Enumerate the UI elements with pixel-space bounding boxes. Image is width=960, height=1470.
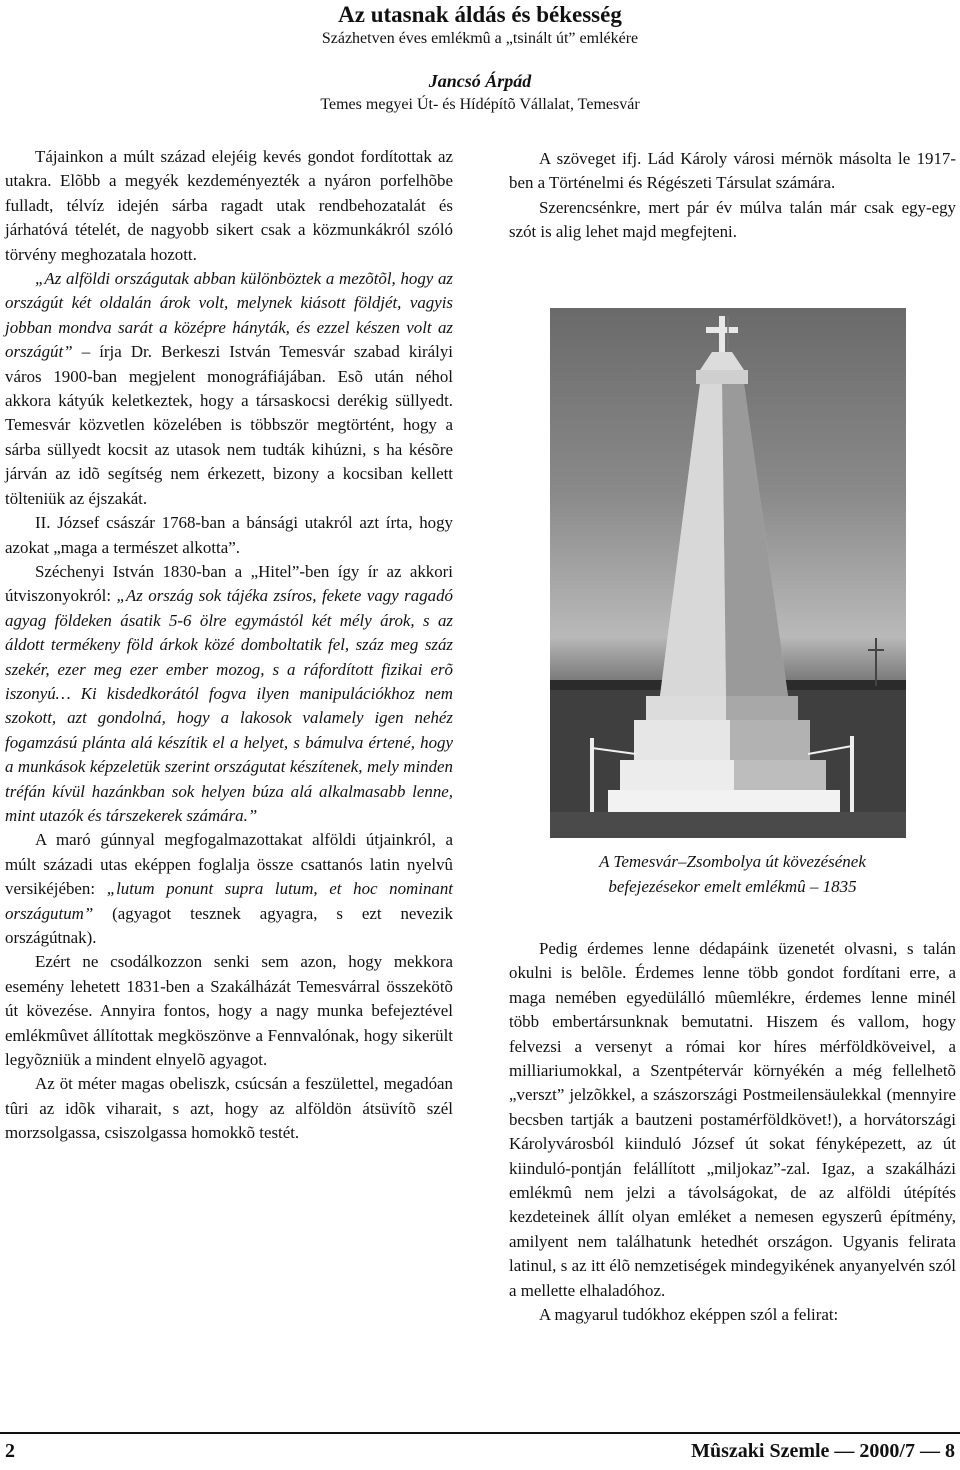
- author-name: Jancsó Árpád: [428, 71, 532, 91]
- article-subtitle: Százhetven éves emlékmû a „tsinált út” emlékére: [321, 30, 639, 47]
- paragraph: II. József császár 1768-ban a bánsági utakról azt írta, hogy azokat „maga a természet alkotta”.: [5, 513, 453, 557]
- paragraph: [5, 828, 453, 950]
- journal-footer: Mûszaki Szemle — 2000/7 — 8: [691, 1440, 955, 1462]
- caption-line: A Temesvár–Zsombolya út kövezésének: [599, 852, 866, 871]
- paragraph: [5, 560, 453, 828]
- figure-caption: [509, 850, 956, 899]
- paragraph: A szöveget ifj. Lád Károly városi mérnök másolta le 1917-ben a Történelmi és Régészeti Társulat számára.: [509, 149, 956, 193]
- quote-text: „lutum ponunt supra lutum, et hoc nominant országutum”: [5, 879, 453, 923]
- right-column-bottom: [509, 937, 956, 1328]
- article-title: Az utasnak áldás és békesség: [338, 2, 622, 27]
- right-column-top: [509, 147, 956, 245]
- paragraph: Pedig érdemes lenne dédapáink üzenetét olvasni, s talán okulni is belõle. Érdemes lenne több gondot fordítani erre, a maga nemében egyedülálló mûemlékre, érdemes lenne minél több embertársunknak bemutatni. Hiszem és vallom, hogy felvezsi a versenyt a római kor híres mérföldköveivel, a milliariumokkal, a Szentpétervár környékén a még fellelhetõ „verszt” jelzõkkel, a szászországi Postmeilensäulekkal (mennyire becsben tartják a bautzeni postamérföldkövet!), a horvátországi Károlyvárosból kiinduló József út sokat fényképezett, az út kiinduló-pontján felállított „miljokaz”-zal. Igaz, a szakálházi emlékmû nem jelzi a távolságokat, de az alföldi útépítés kezdeteinek állít olyan emléket a nemesen egyszerû építmény, amilyent nem találhatunk hetedhét országon. Ugyanis felirata latinul, s az itt élõ nemzetiségek mindegyikének anyanyelvén szól a mellette elhaladóhoz.: [509, 939, 956, 1300]
- paragraph: Az öt méter magas obeliszk, csúcsán a feszülettel, megadóan tûri az idõk viharait, s azt, hogy az alföldön átsüvítõ szél morzsolgassa, csiszolgassa homokkõ testét.: [5, 1074, 453, 1143]
- paragraph-text: (agyagot tesznek agyagra, s ezt nevezik országútnak).: [5, 903, 453, 947]
- caption-line: befejezésekor emelt emlékmû – 1835: [608, 876, 857, 896]
- obelisk-illustration: [550, 308, 906, 838]
- paragraph: Tájainkon a múlt század elejéig kevés gondot fordítottak az utakra. Elõbb a megyék kezdeményezték a nyáron porfelhõbe fulladt, télvíz idején sárba ragadt utak rendbehozatalát és járhatóvá tételét, de nagyobb sikert csak a közmunkákról szóló törvény meghozatala hozott.: [5, 147, 453, 264]
- page-number: 2: [5, 1440, 15, 1462]
- quote-text: „Az ország sok tájéka zsíros, fekete vagy ragadó agyag földeken ásatik 5-6 ölre egymástól két mély árok, s az áldott termékeny föld árkok közé domboltatik fel, száz meg száz szekér, ezer meg ezer ember mozog, s a ráfordított fizikai erõ iszonyú… Ki kisdedkorától fogva ilyen manipulációkhoz nem szokott, azt gondolná, hogy a lakosok valamely igen nehéz fogamzású plánta alá készítik el a helyet, s bámulva értené, hogy a munkások képzeletük szerint országutat készítenek, mely minden tréfán kívül hazánkban sok helyen búza alá alkalmasabb lenne, mint utazók és társzekerek számára.”: [5, 586, 453, 825]
- left-column: [5, 145, 453, 1146]
- paragraph: Ezért ne csodálkozzon senki sem azon, hogy mekkora esemény lehetett 1831-ben a Szakálházát Temesvárral összekötõ út kövezése. Annyira fontos, hogy a nagy munka befejeztével emlékmûvet állítottak megköszönve a Fennvalónak, hogy sikerült legyõzniük a mindent elnyelõ agyagot.: [5, 952, 453, 1070]
- paragraph-text: – írja Dr. Berkeszi István Temesvár szabad királyi város 1900-ban megjelent monográfiájában. Esõ után néhol akkora kátyúk keletkeztek, hogy a társaskocsi derékig süllyedt. Temesvár közvetlen közelében is többször megtörtént, hogy a sárba süllyedt kocsit az utasok nem tudták kihúzni, s ha késõre járván az idõ segítség nem érkezett, bizony a kocsiban kellett tölteniük az éjszakát.: [5, 342, 453, 508]
- monument-photo: [550, 308, 906, 838]
- paragraph: A magyarul tudókhoz eképpen szól a felirat:: [539, 1305, 839, 1325]
- author-affiliation: Temes megyei Út- és Hídépítõ Vállalat, Temesvár: [320, 96, 640, 113]
- footer-rule: [0, 1432, 960, 1434]
- paragraph-text: Széchenyi István 1830-ban a „Hitel”-ben így ír az akkori útviszonyokról:: [5, 561, 453, 606]
- quote-text: „Az alföldi országutak abban különböztek a mezõtõl, hogy az országút két oldalán árok volt, melynek kiásott földjét, vagyis jobban mondva sarát a középre hányták, és ezzel készen volt az országút”: [5, 269, 453, 362]
- paragraph: Szerencsénkre, mert pár év múlva talán már csak egy-egy szót is alig lehet majd megfejteni.: [509, 197, 956, 242]
- paragraph: [5, 267, 453, 511]
- paragraph-text: A maró gúnnyal megfogalmazottakat alföldi útjainkról, a múlt századi utas eképpen foglalja össze csattanós latin nyelvû versikéjében:: [5, 830, 453, 899]
